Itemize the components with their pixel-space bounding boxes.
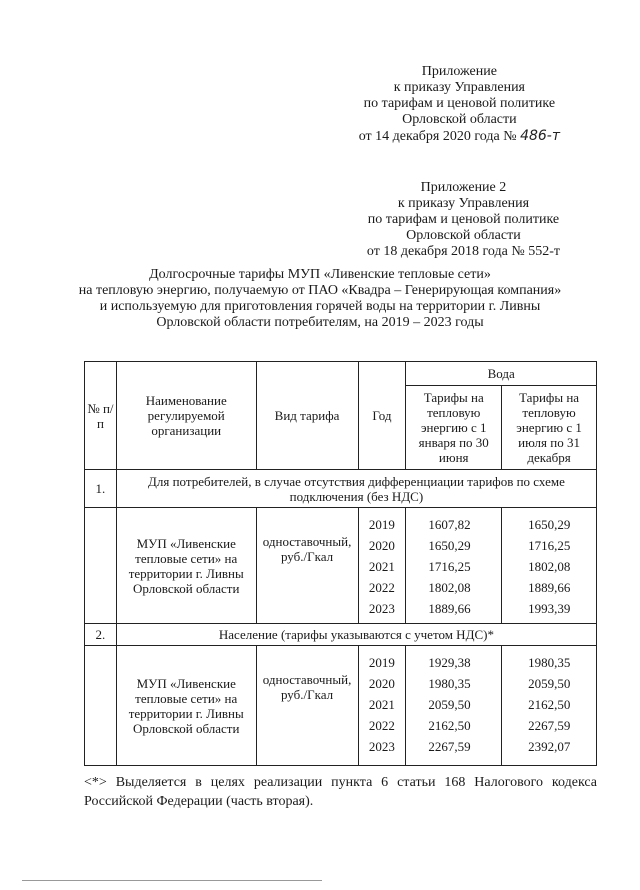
tariff-value: 1716,25 (428, 559, 471, 574)
row-num-empty (85, 646, 117, 766)
title-line: и используемую для приготовления горячей воды на территории г. Ливны (99, 299, 541, 314)
tariff-value: 1889,66 (528, 580, 571, 595)
year-value: 2020 (368, 676, 395, 691)
tariff-type: одноставочный, руб./Гкал (256, 646, 358, 766)
tariff-value: 1980,35 (528, 655, 571, 670)
footnote (84, 773, 597, 811)
tariff-value: 2392,07 (528, 739, 571, 754)
header-year: Год (358, 362, 406, 470)
header-organization: Наименование регулируемой организации (116, 362, 256, 470)
appendix-2-line: к приказу Управления (397, 196, 530, 211)
appendix-1-date-line (359, 128, 560, 145)
tariff-value: 2267,59 (528, 718, 571, 733)
header-water: Вода (406, 362, 597, 386)
section-num: 2. (85, 624, 117, 646)
tariff-h2-cell (502, 508, 597, 624)
tariff-value: 1889,66 (428, 601, 471, 616)
section-title: Население (тарифы указываются с учетом НДС)* (116, 624, 596, 646)
header-tariff-type: Вид тарифа (256, 362, 358, 470)
section-num: 1. (85, 470, 117, 508)
year-value: 2019 (368, 655, 395, 670)
appendix-2-line: от 18 декабря 2018 года № 552-т (366, 244, 560, 259)
tariff-value: 1802,08 (428, 580, 471, 595)
tariff-value: 1650,29 (528, 517, 571, 532)
appendix-header-1 (359, 64, 560, 145)
section-1-row (85, 470, 597, 508)
tariff-value: 2059,50 (528, 676, 571, 691)
tariff-value: 2162,50 (428, 718, 471, 733)
appendix-2-line: Приложение 2 (420, 180, 507, 195)
title-line: Долгосрочные тарифы МУП «Ливенские тепловые сети» (149, 267, 491, 282)
appendix-2-line: по тарифам и ценовой политике (367, 212, 560, 227)
title-line: Орловской области потребителям, на 2019 – 2023 годы (156, 315, 484, 330)
footnote-line: Российской Федерации (часть вторая). (84, 794, 314, 809)
year-value: 2021 (368, 697, 395, 712)
tariff-h1-cell (406, 508, 502, 624)
appendix-2-line: Орловской области (406, 228, 521, 243)
year-value: 2023 (368, 739, 395, 754)
tariff-h1-cell (406, 646, 502, 766)
appendix-1-line: Приложение (421, 64, 497, 79)
table-row (85, 646, 597, 766)
title-line: на тепловую энергию, получаемую от ПАО «Квадра – Генерирующая компания» (78, 283, 562, 298)
appendix-1-line: Орловской области (402, 112, 517, 127)
page-edge-line (22, 880, 322, 881)
organization-name: МУП «Ливенские тепловые сети» на территории г. Ливны Орловской области (116, 508, 256, 624)
tariff-value: 1650,29 (428, 538, 471, 553)
table-row (85, 508, 597, 624)
tariff-value: 2267,59 (428, 739, 471, 754)
appendix-1-line: по тарифам и ценовой политике (363, 96, 556, 111)
year-value: 2023 (368, 601, 395, 616)
tariff-value: 1802,08 (528, 559, 571, 574)
year-value: 2020 (368, 538, 395, 553)
organization-name: МУП «Ливенские тепловые сети» на территории г. Ливны Орловской области (116, 646, 256, 766)
year-value: 2019 (368, 517, 395, 532)
tariff-type: одноставочный, руб./Гкал (256, 508, 358, 624)
section-title: Для потребителей, в случае отсутствия дифференциации тарифов по схеме подключения (без НДС) (116, 470, 596, 508)
tariffs-table (84, 361, 597, 766)
footnote-line: <*> Выделяется в целях реализации пункта 6 статьи 168 Налогового кодекса (84, 775, 597, 790)
tariff-value: 2162,50 (528, 697, 571, 712)
header-num: № п/п (85, 362, 117, 470)
tariff-value: 2059,50 (428, 697, 471, 712)
tariff-h2-cell (502, 646, 597, 766)
year-value: 2022 (368, 580, 395, 595)
years-cell (358, 646, 406, 766)
appendix-1-line: к приказу Управления (393, 80, 525, 95)
row-num-empty (85, 508, 117, 624)
header-tariff-h1: Тарифы на тепловую энергию с 1 января по 30 июня (406, 386, 502, 470)
header-row (85, 362, 597, 386)
year-value: 2021 (368, 559, 395, 574)
tariff-value: 1993,39 (528, 601, 571, 616)
handwritten-order-number: 486-т (520, 128, 560, 144)
header-tariff-h2: Тарифы на тепловую энергию с 1 июля по 31 декабря (502, 386, 597, 470)
tariff-value: 1607,82 (428, 517, 471, 532)
tariff-value: 1929,38 (428, 655, 471, 670)
document-title (40, 267, 600, 331)
appendix-1-date: от 14 декабря 2020 года № (358, 129, 517, 144)
year-value: 2022 (368, 718, 395, 733)
years-cell (358, 508, 406, 624)
tariff-value: 1716,25 (528, 538, 571, 553)
section-2-row (85, 624, 597, 646)
appendix-header-2 (367, 180, 560, 260)
tariff-value: 1980,35 (428, 676, 471, 691)
